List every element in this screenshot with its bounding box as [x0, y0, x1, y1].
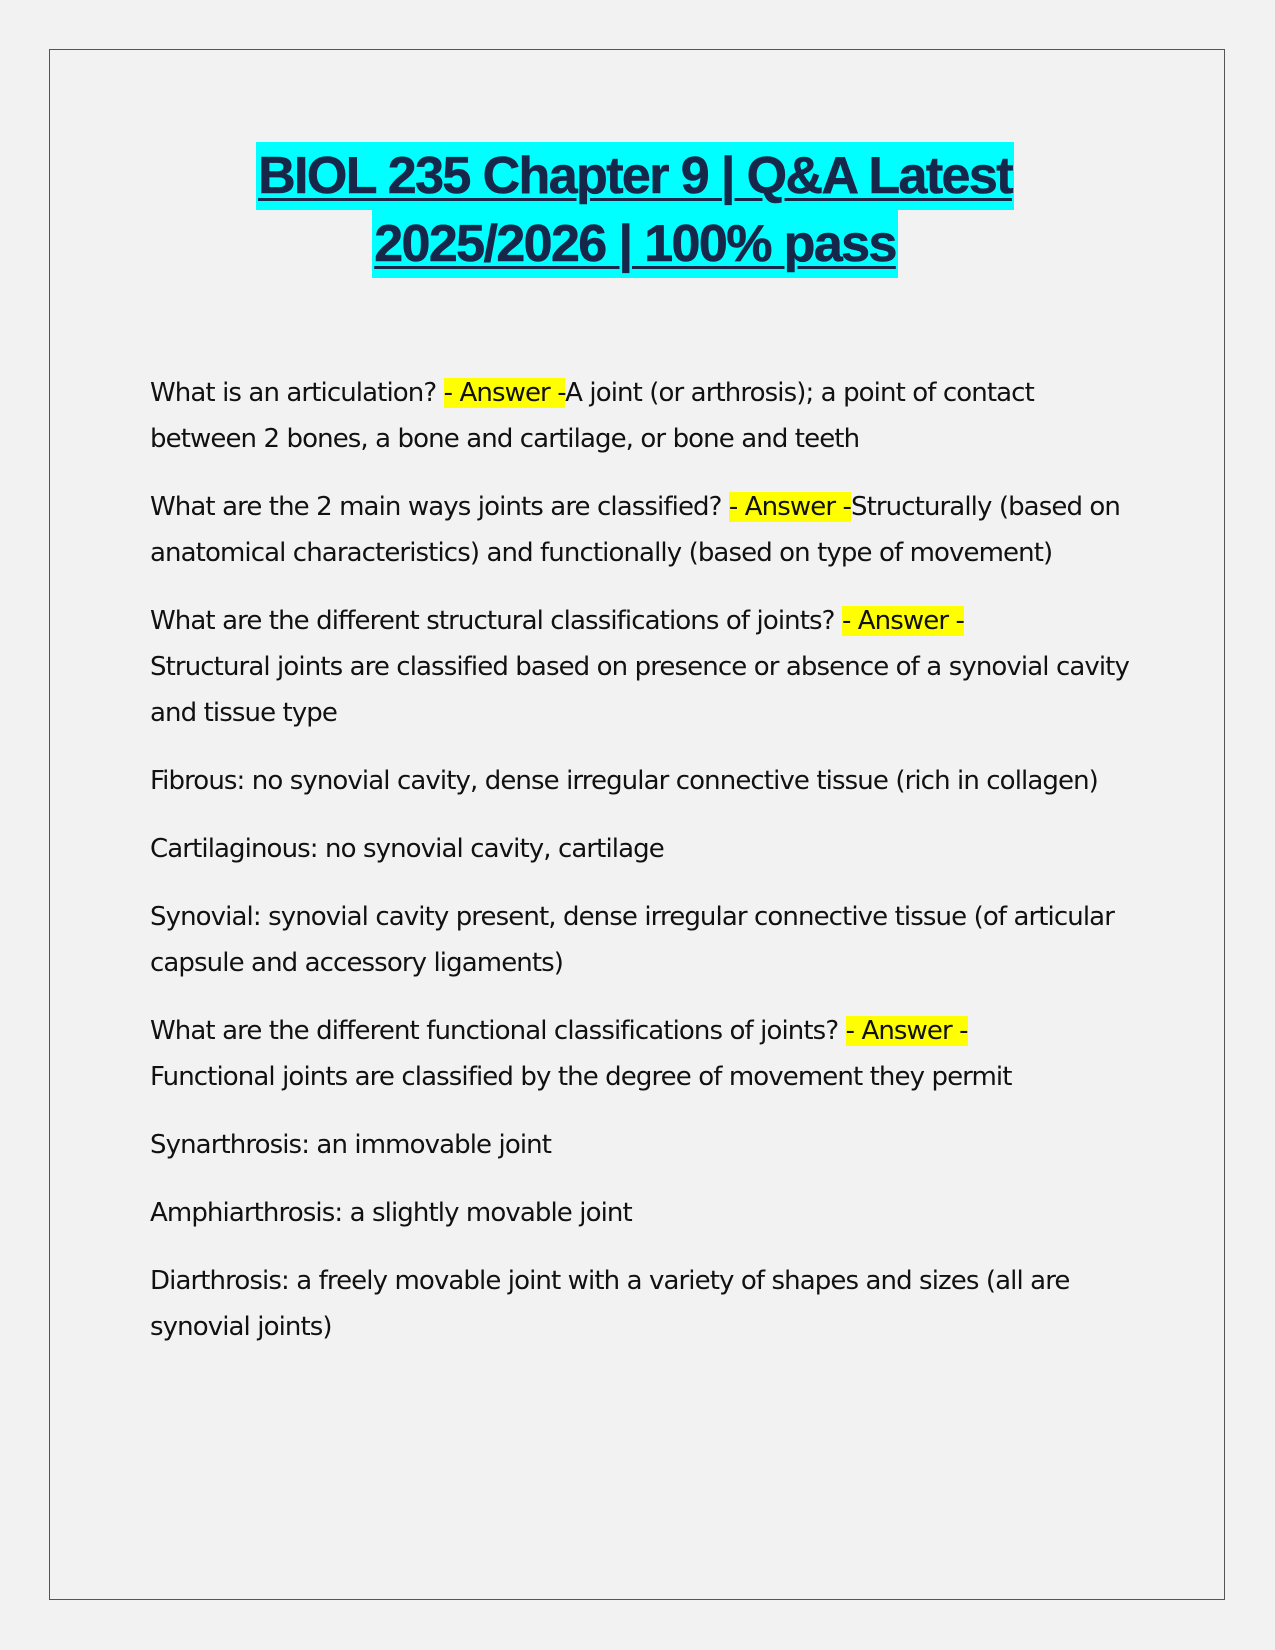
answer-text: Structural joints are classified based on presence or absence of a synovial cavity and tissue type: [150, 652, 1137, 728]
answer-marker: - Answer -: [443, 378, 566, 408]
title-line-1: BIOL 235 Chapter 9 | Q&A Latest: [256, 142, 1014, 210]
qa-item: [150, 484, 1130, 576]
detail-paragraph: Synovial: synovial cavity present, dense irregular connective tissue (of articular capsule and accessory ligaments): [150, 902, 1122, 978]
answer-marker: - Answer -: [841, 606, 965, 636]
detail-paragraph: Fibrous: no synovial cavity, dense irregular connective tissue (rich in collagen): [150, 766, 1098, 796]
qa-item: [150, 1008, 1130, 1100]
title-line-2: 2025/2026 | 100% pass: [372, 210, 898, 278]
answer-text: A joint (or arthrosis); a point of contact between 2 bones, a bone and cartilage, or bone and teeth: [150, 378, 1042, 454]
answer-text: Functional joints are classified by the degree of movement they permit: [150, 1062, 1012, 1092]
detail-paragraph: Cartilaginous: no synovial cavity, cartilage: [150, 834, 664, 864]
document-body: [150, 370, 1137, 1372]
answer-marker: - Answer -: [845, 1016, 968, 1046]
answer-text: Structurally (based on anatomical characteristics) and functionally (based on type of movement): [150, 492, 1128, 568]
question-text: What are the 2 main ways joints are classified?: [150, 492, 729, 522]
qa-item: [150, 370, 1130, 462]
question-text: What are the different structural classifications of joints?: [150, 606, 842, 636]
answer-marker: - Answer -: [728, 492, 851, 522]
detail-paragraph: Synarthrosis: an immovable joint: [150, 1130, 552, 1160]
document-title: [100, 142, 1170, 278]
detail-paragraph: Amphiarthrosis: a slightly movable joint: [150, 1198, 632, 1228]
question-text: What is an articulation?: [150, 378, 444, 408]
question-text: What are the different functional classifications of joints?: [150, 1016, 846, 1046]
detail-paragraph: Diarthrosis: a freely movable joint with a variety of shapes and sizes (all are synovial joints): [150, 1266, 1077, 1342]
qa-item: [150, 598, 1137, 736]
